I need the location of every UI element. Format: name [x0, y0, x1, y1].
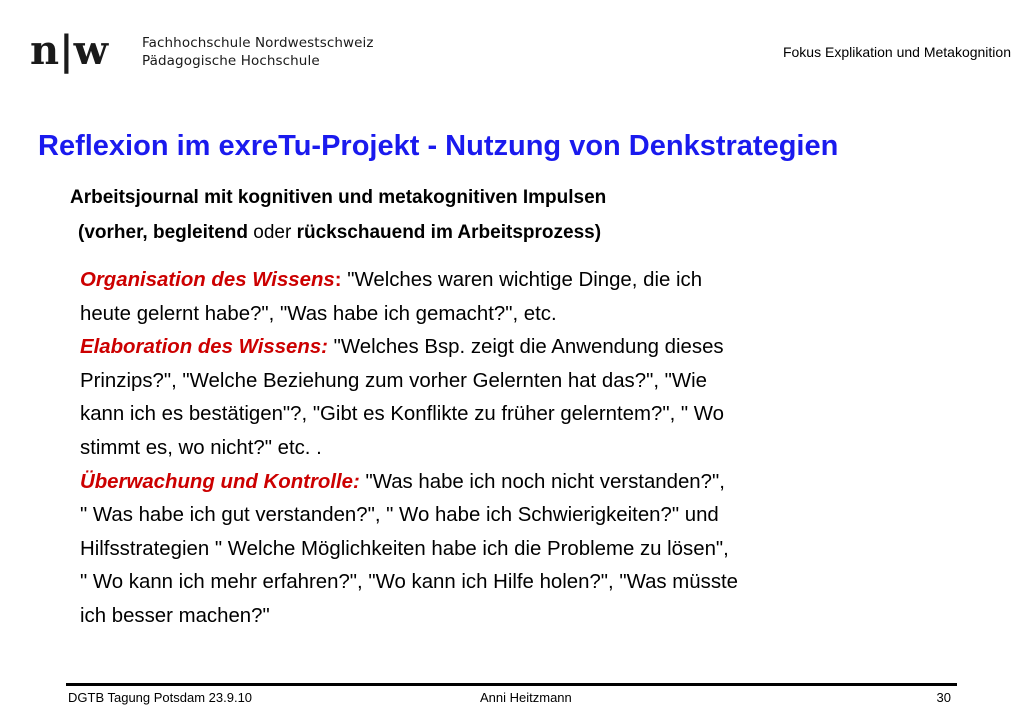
header-topic: Fokus Explikation und Metakognition	[782, 44, 1011, 60]
logo-name-line2: Pädagogische Hochschule	[142, 53, 320, 69]
monitoring-line3: Hilfsstrategien " Welche Möglichkeiten habe ich die Probleme zu lösen",	[80, 537, 729, 560]
slide-title: Reflexion im exreTu-Projekt - Nutzung von Denkstrategien	[38, 130, 839, 162]
elaboration-line1	[80, 331, 920, 365]
monitoring-line2: " Was habe ich gut verstanden?", " Wo habe ich Schwierigkeiten?" und	[80, 504, 719, 527]
subtitle-line2	[78, 222, 601, 244]
organisation-line2: heute gelernt habe?", "Was habe ich gemacht?", etc.	[80, 302, 557, 325]
subtitle-part1: vorher, begleitend	[84, 222, 248, 243]
monitoring-line5: ich besser machen?"	[80, 604, 270, 627]
monitoring-text1: "Was habe ich noch nicht verstanden?",	[359, 470, 725, 493]
subtitle-part2: rückschauend im Arbeitsprozess	[296, 222, 595, 243]
organisation-colon: :	[334, 269, 342, 291]
footer-divider	[66, 683, 957, 686]
elaboration-line4: stimmt es, wo nicht?" etc. .	[80, 436, 322, 459]
subtitle-close-paren: )	[594, 222, 602, 243]
subtitle-line1: Arbeitsjournal mit kognitiven und metakognitiven Impulsen	[70, 187, 607, 208]
slide-body	[80, 264, 920, 634]
subtitle-open-paren: (	[78, 222, 85, 243]
monitoring-line4: " Wo kann ich mehr erfahren?", "Wo kann ich Hilfe holen?", "Was müsste	[80, 571, 739, 594]
logo-mark-text: n|w	[30, 27, 109, 74]
fhnw-logo-mark	[30, 22, 130, 78]
monitoring-line1	[80, 466, 920, 500]
organisation-term: Organisation des Wissens	[80, 269, 335, 291]
logo-name-line1: Fachhochschule Nordwestschweiz	[142, 35, 374, 51]
organisation-text1: "Welches waren wichtige Dinge, die ich	[341, 269, 703, 291]
monitoring-term: Überwachung und Kontrolle:	[80, 470, 360, 493]
elaboration-line3: kann ich es bestätigen"?, "Gibt es Konflikte zu früher gelerntem?", " Wo	[80, 403, 725, 426]
subtitle-connector: oder	[247, 222, 297, 243]
organisation-line1	[80, 264, 920, 298]
elaboration-line2: Prinzips?", "Welche Beziehung zum vorher Gelernten hat das?", "Wie	[80, 369, 708, 392]
footer-event: DGTB Tagung Potsdam 23.9.10	[68, 690, 253, 705]
elaboration-term: Elaboration des Wissens:	[80, 336, 328, 359]
page-number: 30	[936, 690, 951, 705]
elaboration-text1: "Welches Bsp. zeigt die Anwendung dieses	[327, 336, 724, 359]
footer-author: Anni Heitzmann	[480, 690, 572, 705]
fhnw-logo	[30, 22, 374, 78]
